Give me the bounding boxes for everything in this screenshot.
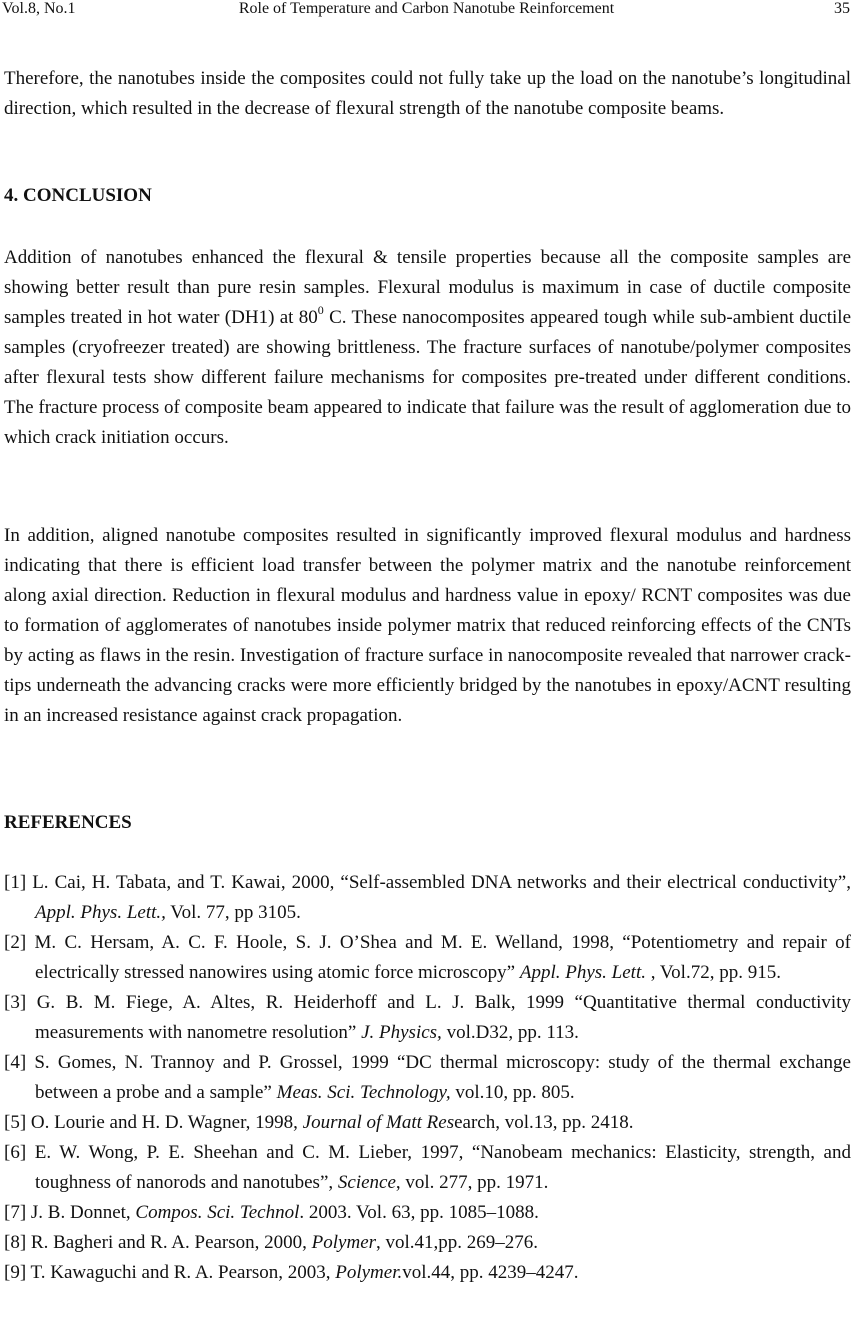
ref-authors-title: [9] T. Kawaguchi and R. A. Pearson, 2003, [4,1262,336,1283]
ref-authors-title: [7] J. B. Donnet, [4,1202,136,1223]
ref-journal: Journal of Matt Res [302,1112,455,1133]
reference-item [4,1258,851,1288]
ref-authors-title: [6] E. W. Wong, P. E. Sheehan and C. M. Lieber, 1997, “Nanobeam mechanics: Elasticity, strength, and toughness of nanorods and nanotubes”, [4,1142,851,1193]
reference-item [4,1138,851,1198]
conclusion-paragraph-2: In addition, aligned nanotube composites resulted in significantly improved flexural modulus and hardness indicating that there is efficient load transfer between the polymer matrix and the nanotube reinforcement along axial direction. Reduction in flexural modulus and hardness value in epoxy/ RCNT composites was due to formation of agglomerates of nanotubes inside polymer matrix that reduced reinforcing effects of the CNTs by acting as flaws in the resin. Investigation of fracture surface in nanocomposite revealed that narrower crack-tips underneath the advancing cracks were more efficiently bridged by the nanotubes in epoxy/ACNT resulting in an increased resistance against crack propagation. [4,525,851,726]
ref-journal: J. Physics, [361,1022,442,1043]
conclusion-paragraph-1 [4,243,851,453]
reference-item [4,1048,851,1108]
reference-item [4,1198,851,1228]
references-heading: REFERENCES [4,812,132,833]
ref-details: , Vol.72, pp. 915. [646,962,781,983]
ref-details: vol.10, pp. 805. [450,1082,575,1103]
ref-details: , vol.41,pp. 269–276. [376,1232,539,1253]
reference-item [4,928,851,988]
header-running-title: Role of Temperature and Carbon Nanotube Reinforcement [238,0,615,17]
ref-authors-title: [5] O. Lourie and H. D. Wagner, 1998, [4,1112,303,1133]
ref-authors-title: [8] R. Bagheri and R. A. Pearson, 2000, [4,1232,312,1253]
running-header [0,0,853,24]
conclusion-p1-text-b: C. These nanocomposites appeared tough while sub-ambient ductile samples (cryofreezer treated) are showing brittleness. The fracture surfaces of nanotube/polymer composites after flexural tests show different failure mechanisms for composites pre-treated under different conditions. The fracture process of composite beam appeared to indicate that failure was the result of agglomeration due to which crack initiation occurs. [4,307,852,448]
ref-authors-title: [4] S. Gomes, N. Trannoy and P. Grossel, 1999 “DC thermal microscopy: study of the thermal exchange between a probe and a sample” [4,1052,851,1103]
reference-item [4,1108,851,1138]
conclusion-p1-text-a: Addition of nanotubes enhanced the flexural & tensile properties because all the composite samples are showing better result than pure resin samples. Flexural modulus is maximum in case of ductile composite samples treated in hot water (DH1) at 80 [4,247,851,328]
reference-list [4,868,851,1288]
reference-item [4,868,851,928]
ref-details: vol.D32, pp. 113. [441,1022,579,1043]
ref-details: vol.44, pp. 4239–4247. [402,1262,579,1283]
ref-details: Vol. 77, pp 3105. [165,902,301,923]
ref-journal: Appl. Phys. Lett. [519,962,646,983]
ref-authors-title: [1] L. Cai, H. Tabata, and T. Kawai, 2000, “Self-assembled DNA networks and their electrical conductivity”, [4,872,851,893]
degree-superscript: 0 [317,302,324,317]
ref-journal: Meas. Sci. Technology, [276,1082,451,1103]
ref-details: . 2003. Vol. 63, pp. 1085–1088. [299,1202,539,1223]
intro-paragraph: Therefore, the nanotubes inside the composites could not fully take up the load on the nanotube’s longitudinal direction, which resulted in the decrease of flexural strength of the nanotube composite beams. [4,68,851,119]
ref-journal: Science [337,1172,396,1193]
ref-details: earch, vol.13, pp. 2418. [454,1112,634,1133]
ref-journal: Appl. Phys. Lett., [35,902,166,923]
ref-authors-title: [3] G. B. M. Fiege, A. Altes, R. Heiderhoff and L. J. Balk, 1999 “Quantitative thermal conductivity measurements with nanometre resolution” [4,992,851,1043]
reference-item [4,1228,851,1258]
header-page-number: 35 [834,0,850,17]
header-volume: Vol.8, No.1 [2,0,76,17]
ref-details: , vol. 277, pp. 1971. [395,1172,549,1193]
reference-item [4,988,851,1048]
ref-journal: Polymer [311,1232,377,1253]
conclusion-heading: 4. CONCLUSION [4,185,152,206]
ref-journal: Compos. Sci. Technol [135,1202,300,1223]
ref-authors-title: [2] M. C. Hersam, A. C. F. Hoole, S. J. O’Shea and M. E. Welland, 1998, “Potentiometry and repair of electrically stressed nanowires using atomic force microscopy” [4,932,851,983]
ref-journal: Polymer. [335,1262,403,1283]
